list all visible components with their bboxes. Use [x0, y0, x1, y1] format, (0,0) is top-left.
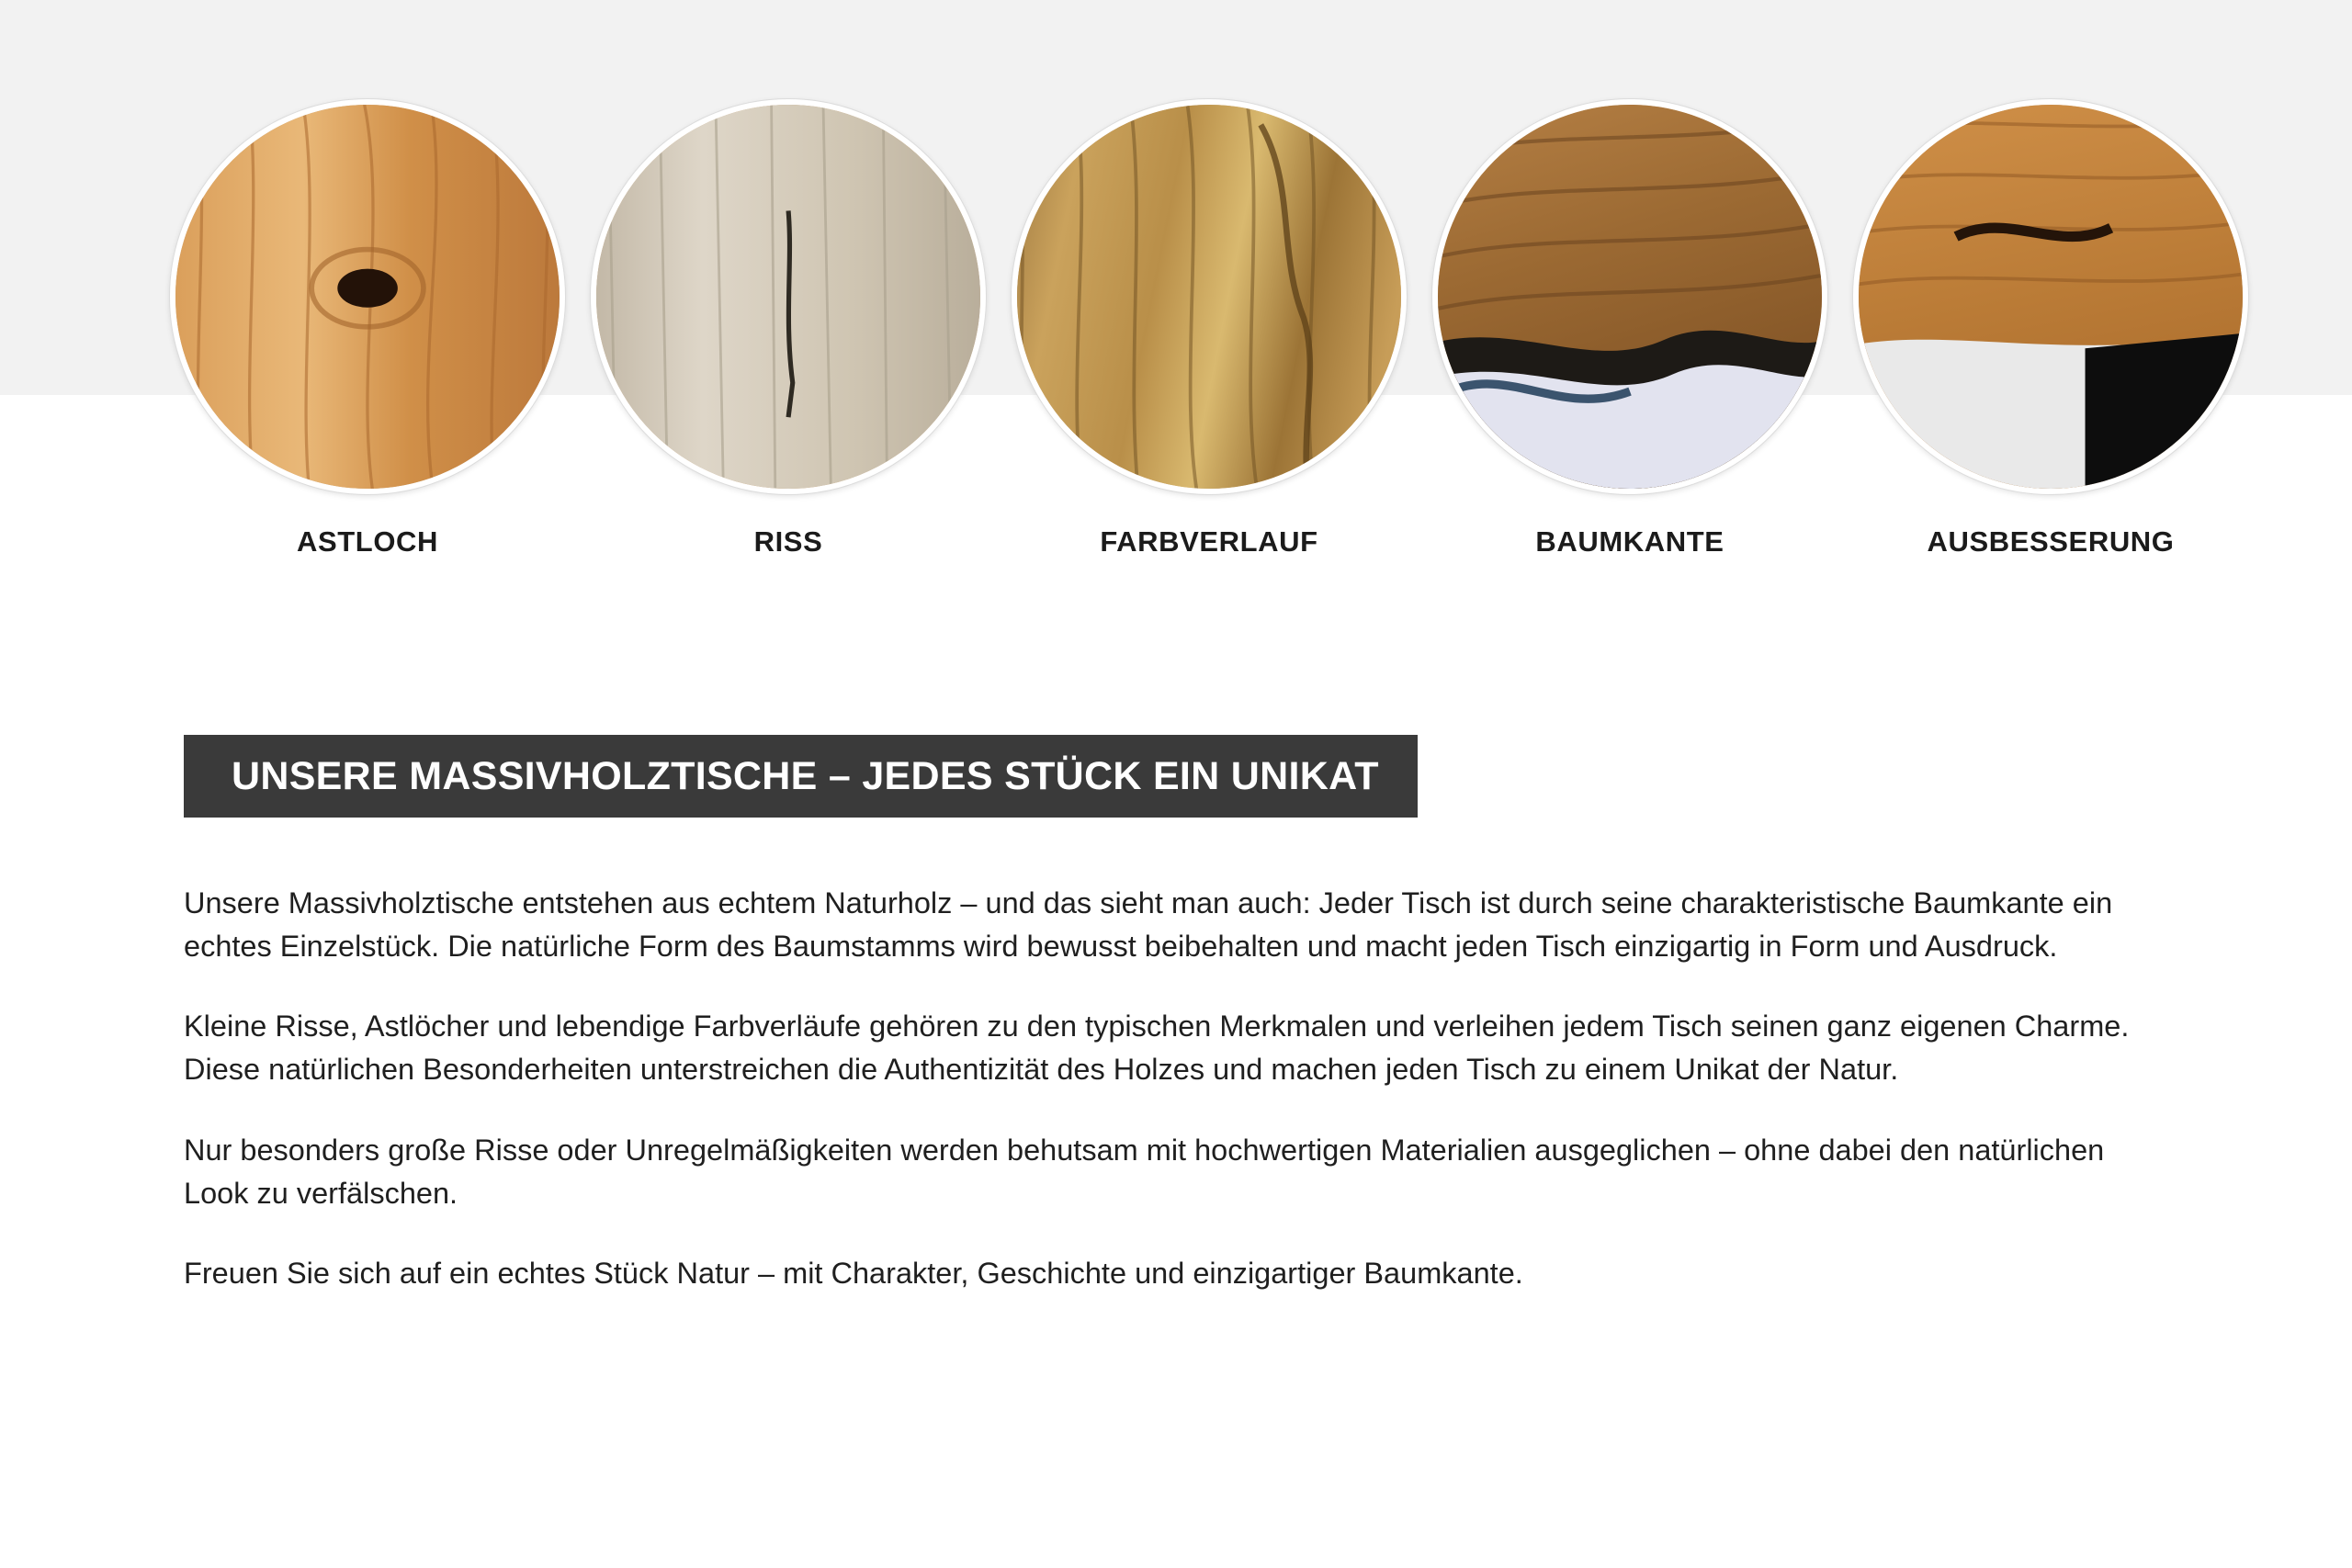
- feature-label: RISS: [753, 525, 823, 558]
- paragraph-1: Unsere Massivholztische entstehen aus echtem Naturholz – und das sieht man auch: Jeder Tisch ist durch seine charakteristische Baumkante ein echtes Einzelstück. Die natürliche Form des Baumstamms wird bewusst beibehalten und macht jeden Tisch einzigartig in Form und Ausdruck.: [184, 886, 2113, 964]
- feature-item-ausbesserung: [1853, 99, 2248, 558]
- wood-repair-icon: [1853, 99, 2248, 494]
- paragraph-2: Kleine Risse, Astlöcher und lebendige Farbverläufe gehören zu den typischen Merkmalen und verleihen jedem Tisch seinen ganz eigenen Charme. Diese natürlichen Besonderheiten unterstreichen die Authentizität des Holzes und machen jeden Tisch zu einem Unikat der Natur.: [184, 1010, 2130, 1087]
- headline-bar: [184, 735, 1418, 818]
- wood-feature-row: [170, 99, 2191, 558]
- feature-label: BAUMKANTE: [1535, 525, 1724, 558]
- live-edge-photo: [1432, 99, 1827, 494]
- wood-knot-icon: [170, 99, 565, 494]
- wood-knot-photo: [170, 99, 565, 494]
- feature-item-riss: [591, 99, 986, 558]
- live-edge-icon: [1432, 99, 1827, 494]
- color-gradient-icon: [1012, 99, 1407, 494]
- feature-item-farbverlauf: [1012, 99, 1407, 558]
- wood-crack-photo: [591, 99, 986, 494]
- paragraph-3: Nur besonders große Risse oder Unregelmäßigkeiten werden behutsam mit hochwertigen Materialien ausgeglichen – ohne dabei den natürlichen Look zu verfälschen.: [184, 1133, 2105, 1210]
- feature-item-astloch: [170, 99, 565, 558]
- feature-label: FARBVERLAUF: [1100, 525, 1318, 558]
- paragraph-4: Freuen Sie sich auf ein echtes Stück Natur – mit Charakter, Geschichte und einzigartiger Baumkante.: [184, 1256, 1523, 1290]
- wood-crack-icon: [591, 99, 986, 494]
- wood-repair-photo: [1853, 99, 2248, 494]
- feature-label: ASTLOCH: [296, 525, 439, 558]
- feature-label: AUSBESSERUNG: [1927, 525, 2175, 558]
- page-title: UNSERE MASSIVHOLZTISCHE – JEDES STÜCK EIN UNIKAT: [232, 753, 1379, 798]
- feature-item-baumkante: [1432, 99, 1827, 558]
- wood-color-gradient-photo: [1012, 99, 1407, 494]
- body-copy: [184, 882, 2173, 1295]
